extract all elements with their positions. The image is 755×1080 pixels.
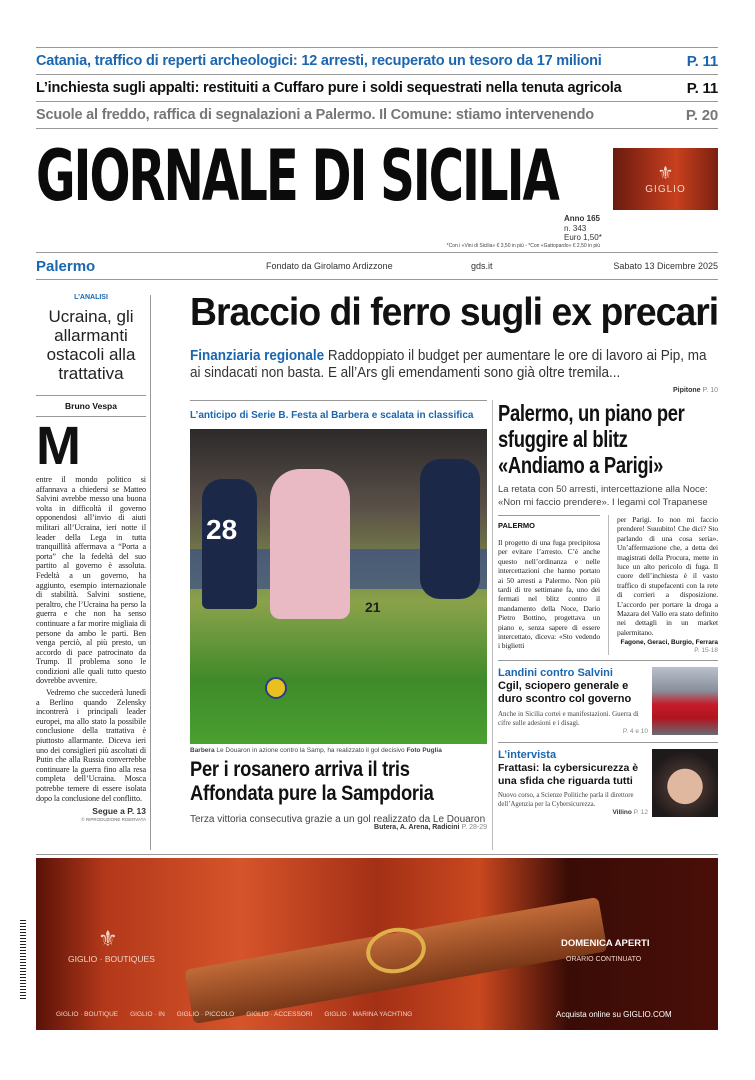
analysis-column (36, 293, 146, 823)
strike-headline[interactable]: Cgil, sciopero generale e duro scontro col governo (498, 680, 632, 706)
sport-page: P. 28-29 (461, 824, 487, 831)
portrait-photo[interactable] (652, 749, 718, 817)
lead-summary: Raddoppiato il budget per aumentare le ore di lavoro ai Pip, ma ai sindacati non basta. E all’Ars gli emendamenti sono già oltre tremila... (190, 348, 707, 381)
teaser-text: L’inchiesta sugli appalti: restituiti a Cuffaro pure i soldi sequestrati nella tenuta agricola (36, 80, 622, 96)
football-ball (265, 677, 287, 699)
teaser-text: Scuole al freddo, raffica di segnalazioni a Palermo. Il Comune: stiamo intervenendo (36, 107, 594, 123)
sport-headline[interactable]: Per i rosanero arriva il tris Affondata pure la Sampdoria (190, 758, 434, 805)
analysis-body-1: entre il mondo politico si affannava a chiedersi se Matteo Salvini avrebbe messo una buona volta in difficoltà il governo opponendosi all’invio di aiuti militari all’Ucraina, ieri notte il leader della Lega in tutta tranquillità affermava a “Porta a porta” che la fedeltà del suo partito al governo è assoluta. Fedeltà a un governo, ha aggiunto, esempio internazionale di stabilità. Salvini sostiene, peraltro, che l’Ucraina ha perso la guerra e che non ha senso continuare a far morire migliaia di persone da ambo le parti. Ben venga perciò, al più presto, un accordo di pace patrocinato da Trump. Il problema sono le condizioni alle quali tutto questo dovrebbe avvenire. (36, 475, 146, 686)
ad-store: GIGLIO · PICCOLO (176, 1011, 235, 1018)
advertisement[interactable] (36, 858, 718, 1030)
interview-summary: Nuovo corso, a Scienze Politiche parla il direttore dell’Agenzia per la Cybersicurezza. (498, 792, 634, 809)
jersey-number-2: 21 (365, 599, 381, 615)
analysis-title[interactable]: Ucraina, gli allarmanti ostacoli alla trattativa (46, 307, 136, 383)
blitz-dateline: PALERMO (498, 521, 535, 530)
drop-cap: M (36, 416, 81, 476)
lily-logo-icon: ⚜ (657, 163, 674, 183)
teaser-0[interactable] (36, 47, 718, 74)
blitz-col-1: Il progetto di una fuga precipitosa per evitare l’arresto. C’è anche questo nell’ordinanza e nelle intercettazioni che hanno portato ai 50 arresti a Palermo. Non più tardi di tre settimane fa, uno dei fermati nel blitz contro il mandamento della Noce, Dario Pietro Bottino, progettava un piano e, senza sapere di essere intercettato, diceva: «Sto vedendo i biglietti (498, 538, 600, 651)
interview-page: P. 12 (633, 809, 648, 817)
year: Anno 165 (564, 214, 601, 223)
issue-number: n. 343 (564, 223, 587, 233)
masthead-title: GIORNALE DI SICILIA (36, 135, 558, 217)
teaser-text: Catania, traffico di reperti archeologici: 12 arresti, recuperato un tesoro da 17 milioni (36, 53, 602, 69)
blitz-page: P. 15-18 (694, 647, 718, 655)
ad-store: GIGLIO · MARINA YACHTING (324, 1011, 413, 1018)
photo-credit: Foto Puglia (406, 747, 442, 754)
blitz-headline[interactable]: Palermo, un piano per sfuggire al blitz «Andiamo a Parigi» (498, 400, 685, 478)
sport-summary: Terza vittoria consecutiva grazie a un gol realizzato da Le Douaron (190, 814, 486, 825)
teaser-page: P. 11 (686, 52, 718, 70)
teaser-page: P. 11 (686, 79, 718, 97)
interview-author: Villino (612, 809, 632, 817)
founder: Fondato da Girolamo Ardizzone (266, 261, 393, 271)
strike-summary: Anche in Sicilia cortei e manifestazioni. Guerra di cifre sulle adesioni e i disagi. (498, 710, 639, 728)
blitz-col-2: per Parigi. Io non mi faccio prendere! Suuubito! Che dici? Sto parlando di una cosa seria». Un’affermazione che, a detta dei magistrati della Procura, mette in luce un alto pericolo di fuga. Il cuore dell’inchiesta è il vasto traffico di stupefacenti con la rete di corrieri a disposizione. L’accordo per portare la droga a Mazara del Vallo era stato definito nei dettagli in un market palermitano. (616, 515, 718, 637)
price-note: *Con i «Vini di Sicilia» € 3,50 in più - *Con «Gattopardo» € 2,50 in più (446, 243, 600, 249)
blitz-summary: La retata con 50 arresti, intercettazione alla Noce: «Non mi faccio prendere». I legami col Trapanese (498, 484, 708, 508)
barcode (20, 920, 26, 1000)
continue-link[interactable]: Segue a P. 13 (92, 806, 146, 817)
lead-kicker: Finanziaria regionale (190, 348, 325, 364)
protest-photo[interactable] (652, 667, 718, 735)
ad-brand: GIGLIO · BOUTIQUES (68, 954, 155, 964)
analysis-author: Bruno Vespa (36, 395, 146, 417)
sport-authors: Butera, A. Arena, Radicini (374, 824, 460, 831)
ad-hours: ORARIO CONTINUATO (566, 956, 642, 963)
price: Euro 1,50* (564, 233, 602, 242)
masthead-ad[interactable] (613, 148, 718, 210)
interview-headline[interactable]: Frattasi: la cybersicurezza è una sfida che riguarda tutti (498, 762, 639, 787)
ad-store: GIGLIO · IN (130, 1011, 165, 1018)
sport-kicker: L’anticipo di Serie B. Festa al Barbera e scalata in classifica (190, 410, 474, 421)
lead-author: Pipitone (672, 387, 701, 394)
city-edition: Palermo (36, 257, 96, 275)
photo-caption: Le Douaron in azione contro la Samp, ha realizzato il gol decisivo (216, 747, 405, 754)
interview-kicker: L’intervista (498, 749, 557, 762)
lead-page: P. 10 (702, 387, 718, 394)
date: Sabato 13 Dicembre 2025 (613, 261, 718, 271)
rights: © RIPRODUZIONE RISERVATA (81, 817, 146, 823)
website-link[interactable]: gds.it (471, 261, 493, 271)
teaser-page: P. 20 (685, 106, 718, 124)
analysis-body-2: Vedremo che succederà lunedì a Berlino quando Zelensky incontrerà i principali leader europei, ma allo stato la possibile conclusione della trattativa è piuttosto allarmante. Diceva ieri uno dei consiglieri più ascoltati di Putin che alla Russia converrebbe continuare la guerra fino alla resa completa dell’Ucraina. Mosca potrebbe temere di essere isolata dopo la conclusione del conflitto. (36, 688, 146, 803)
blitz-authors: Fagone, Geraci, Burgio, Ferrara (620, 639, 718, 647)
football-photo[interactable] (190, 429, 487, 744)
jersey-number: 28 (206, 514, 238, 545)
ad-open: DOMENICA APERTI (561, 938, 650, 949)
ad-online-link[interactable]: Acquista online su GIGLIO.COM (556, 1010, 672, 1019)
ad-store: GIGLIO · BOUTIQUE (56, 1011, 119, 1018)
teaser-2[interactable] (36, 101, 718, 128)
teaser-1[interactable] (36, 74, 718, 101)
lead-headline[interactable]: Braccio di ferro sugli ex precari (190, 291, 719, 334)
ad-lily-icon: ⚜ (98, 926, 118, 951)
ad-brand: GIGLIO (645, 184, 686, 195)
strike-page: P. 4 e 10 (622, 728, 648, 736)
ad-store: GIGLIO · ACCESSORI (246, 1011, 313, 1018)
caption-lead: Barbera (190, 747, 215, 754)
analysis-kicker: L’ANALISI (74, 294, 108, 301)
strike-kicker: Landini contro Salvini (498, 667, 613, 680)
